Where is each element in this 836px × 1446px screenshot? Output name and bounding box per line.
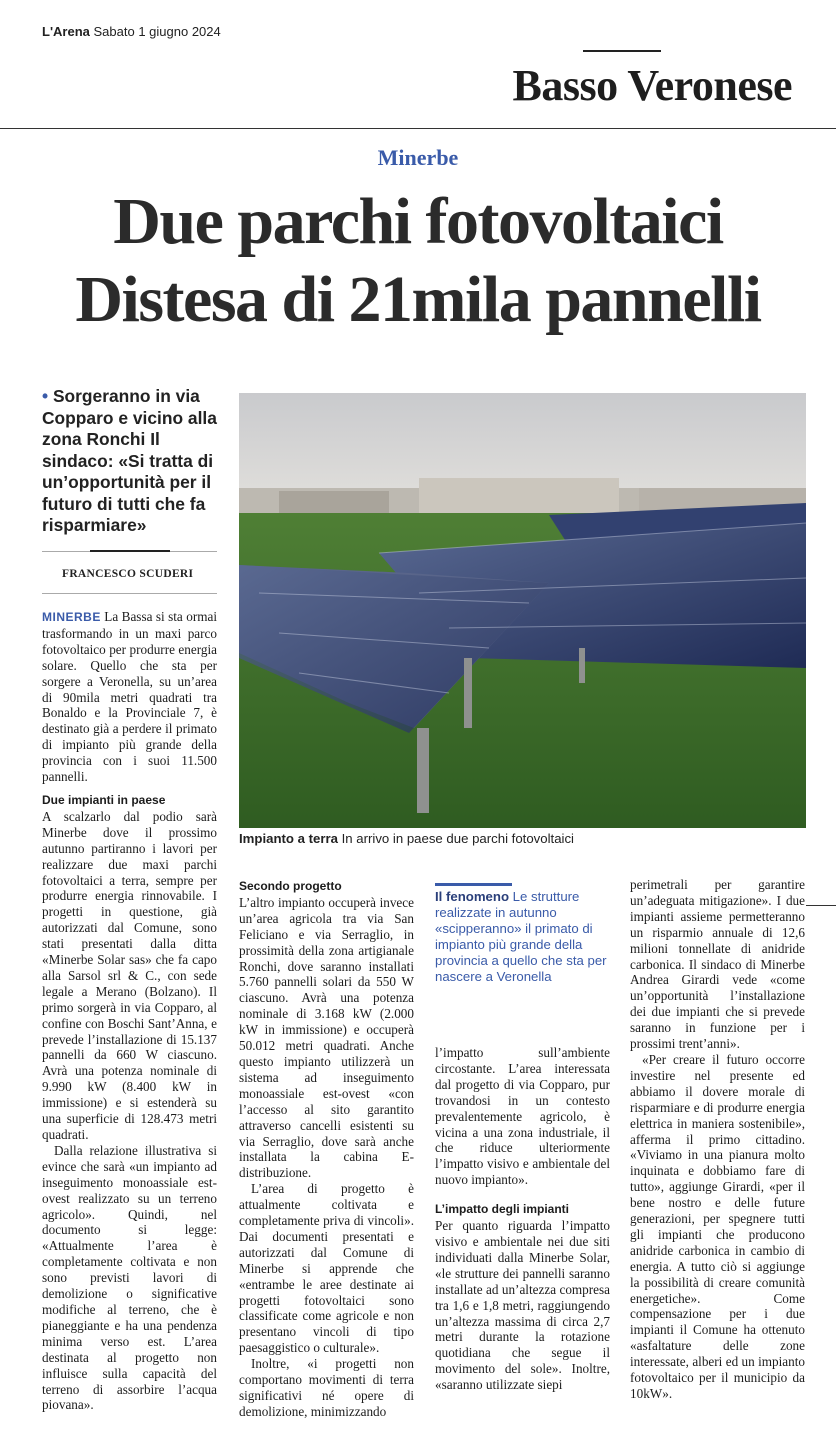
callout-label: Il fenomeno	[435, 889, 509, 904]
paragraph: l’impatto sull’ambiente circostante. L’area interessata dal progetto di via Copparo, pur trovandosi in un contesto prevalentemente agricolo, è vicina a una zona industriale, il che riduce ulteriormente l’impatto visivo e ambientale del nuovo impianto».	[435, 1045, 610, 1188]
summary-text: Sorgeranno in via Copparo e vicino alla zona Ronchi Il sindaco: «Si tratta di un’opportunità per il futuro di tutti che fa risparmiare»	[42, 386, 217, 535]
headline-line-2: Distesa di 21mila pannelli	[75, 263, 761, 336]
caption-text: In arrivo in paese due parchi fotovoltaici	[341, 831, 574, 846]
column-side-rule	[806, 905, 836, 906]
building-2	[419, 478, 619, 516]
callout-accent	[435, 883, 512, 886]
paragraph: A scalzarlo dal podio sarà Minerbe dove il prossimo autunno partiranno i lavori per realizzare due maxi parchi fotovoltaici a terra, sempre per produrre energia rinnovabile. I progetti in questione, già autorizzati dal Comune, sono stati presentati dalla ditta «Minerbe Solar sas» che fa capo alla Sarsol srl & C., con sede legale a Merano (Bolzano). Il primo sorgerà in via Copparo, al confine con Boschi Sant’Anna, e prevede l’installazione di 15.137 pannelli da 660 W ciascuno. Avrà una potenza nominale di 9.990 kW (8.400 kW in immissione) e si estenderà su una superficie di 128.473 metri quadrati.	[42, 808, 217, 1142]
article-column-4	[630, 877, 805, 1402]
summary-bullet: •	[42, 386, 49, 406]
callout-box	[435, 889, 613, 985]
masthead	[42, 24, 221, 39]
subheading: L’impatto degli impianti	[435, 1202, 570, 1217]
masthead-paper: L'Arena	[42, 24, 90, 39]
summary-rule-accent	[90, 550, 170, 552]
subheading: Secondo progetto	[239, 879, 342, 893]
paragraph: Dalla relazione illustrativa si evince che sarà «un impianto ad inseguimento monoassiale est-ovest realizzato su un terreno agricolo». Quindi, nel documento si legge: «Attualmente l’area è completamente coltivata e non sono previsti lavori di demolizione o significative modifiche al terreno, che è pianeggiante e ha una pendenza minima verso est. L’area destinata al progetto non influisce sulla capacità del terreno di assorbire l’acqua piovana».	[42, 1142, 217, 1413]
panel-post	[464, 658, 472, 728]
paragraph: L’altro impianto occuperà invece un’area agricola tra via San Feliciano e via Serraglio, in prossimità della zona artigianale Ronchi, dove saranno installati 5.760 pannelli solari da 550 W ciascuno. Avrà una potenza nominale di 3.168 kW (2.000 kW in immissione) e occuperà 50.012 metri quadrati. Anche questo impianto utilizzerà un sistema ad inseguimento monoassiale est-ovest «con l’accesso al sito garantito attraverso cancelli esistenti su via Serraglio, dove sarà anche installata la cabina E-distribuzione.	[239, 894, 414, 1181]
paragraph: L’area di progetto è attualmente coltivata e completamente priva di vincoli». Dai documenti presentati e autorizzati dal Comune di Minerbe si apprende che «entrambe le aree destinate ai progetti fotovoltaici sono classificate come agricole e non presentano vincoli di tipo paesaggistico o culturale».	[239, 1181, 414, 1356]
article-column-2	[239, 879, 414, 1420]
masthead-divider	[583, 50, 661, 52]
author-rule	[42, 593, 217, 594]
article-column-1	[42, 609, 217, 1413]
panel-post	[579, 648, 585, 683]
paragraph: «Per creare il futuro occorre investire nel presente ed abbiamo il dovere morale di risparmiare e di produrre energia elettrica in maniera sostenibile», afferma il primo cittadino. «Viviamo in una pianura molto inquinata e dobbiamo fare di tutto», aggiunge Girardi, «per il bene nostro e delle future generazioni, per spegnere tutti gli impianti che producono anidride carbonica in cambio di energia. A tutto ciò si aggiunge la possibilità di creare comunità energetiche». Come compensazione per i due impianti il Comune ha ottenuto «asfaltature delle zone interessate, alberi ed un impianto fotovoltaico per il municipio da 10kW».	[630, 1051, 805, 1401]
headline-line-1: Due parchi fotovoltaici	[113, 185, 723, 258]
photo-illustration	[239, 393, 806, 828]
kicker: Minerbe	[377, 145, 459, 170]
caption-label: Impianto a terra	[239, 831, 338, 846]
building-1	[279, 491, 389, 516]
photo-caption	[239, 831, 574, 846]
author-byline: FRANCESCO SCUDERI	[62, 568, 194, 580]
summary	[42, 386, 222, 537]
paragraph-text: La Bassa si sta ormai trasformando in un maxi parco fotovoltaico per produrre energia solare. Quello che sta per sorgere a Veronella, su un’area di 90mila metri quadrati tra Bonaldo e la Provinciale 7, è destinato già a perdere il primato di impianto più grande della provincia con i suoi 11.500 pannelli.	[42, 609, 217, 785]
paragraph: Inoltre, «i progetti non comportano movimenti di terra significativi né opere di demolizione, minimizzando	[239, 1356, 414, 1419]
section-rule	[0, 128, 836, 129]
dateline: MINERBE	[42, 610, 101, 624]
section-title: Basso Veronese	[512, 61, 792, 110]
paragraph	[42, 609, 217, 785]
callout-text: Le strutture realizzate in autunno «scipperanno» il primato di impianto più grande della provincia a quello che sta per nascere a Veronella	[435, 889, 607, 984]
subheading: Due impianti in paese	[42, 792, 166, 807]
panel-post	[417, 728, 429, 813]
article-column-3	[435, 1045, 610, 1393]
paragraph: Per quanto riguarda l’impatto visivo e ambientale nei due siti individuati dalla Minerbe Solar, «le strutture dei pannelli saranno installate ad un’altezza compresa tra 1,6 e 1,8 metri, raggiungendo un’altezza massima di circa 2,7 metri durante la rotazione quotidiana che segue il movimento del sole». Inoltre, «saranno utilizzate siepi	[435, 1218, 610, 1393]
masthead-date: Sabato 1 giugno 2024	[93, 24, 221, 39]
paragraph: perimetrali per garantire un’adeguata mitigazione». I due impianti assieme permetteranno un risparmio annuale di 12,6 milioni tonnellate di anidride carbonica. Il sindaco di Minerbe Andrea Girardi vede «come un’opportunità l’installazione dei due impianti che si prevede saranno in funzione per i prossimi trent’anni».	[630, 877, 805, 1052]
solar-panels-photo	[239, 393, 806, 828]
